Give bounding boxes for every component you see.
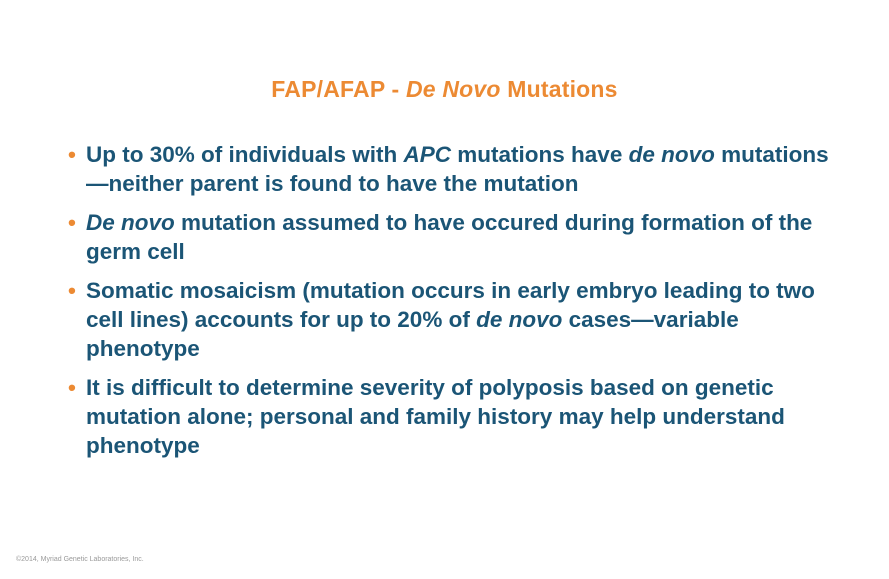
bullet-text: It is difficult to determine severity of polyposis based on genetic mutation alone; personal and family history may help understand phenotype [86,375,785,458]
bullet-dot-icon: • [68,142,76,167]
bullet-text: Up to 30% of individuals with [86,142,404,167]
bullet-dot-icon: • [68,375,76,400]
bullet-item [66,140,836,198]
bullet-item [66,208,836,266]
bullet-item [66,276,836,363]
bullet-item [66,373,836,460]
bullet-text: mutations—neither parent is found to have the mutation [86,142,829,196]
bullet-text: Somatic mosaicism (mutation occurs in early embryo leading to two cell lines) accounts for up to 20% of [86,278,815,332]
bullet-dot-icon: • [68,278,76,303]
bullet-text: cases—variable phenotype [86,307,739,361]
slide-title [0,76,889,103]
bullet-text: mutations have [451,142,629,167]
bullet-dot-icon: • [68,210,76,235]
bullet-list [66,140,836,470]
title-text-post: Mutations [500,76,618,102]
title-text-italic: De Novo [405,76,501,102]
bullet-text-italic: De novo [86,210,175,235]
bullet-text-italic: de novo [476,307,563,332]
title-text-pre: FAP/AFAP - [271,76,406,102]
copyright-footer: ©2014, Myriad Genetic Laboratories, Inc. [16,556,144,563]
bullet-text-italic: de novo [628,142,715,167]
bullet-text-italic: APC [403,142,452,167]
bullet-text: mutation assumed to have occured during formation of the germ cell [86,210,813,264]
